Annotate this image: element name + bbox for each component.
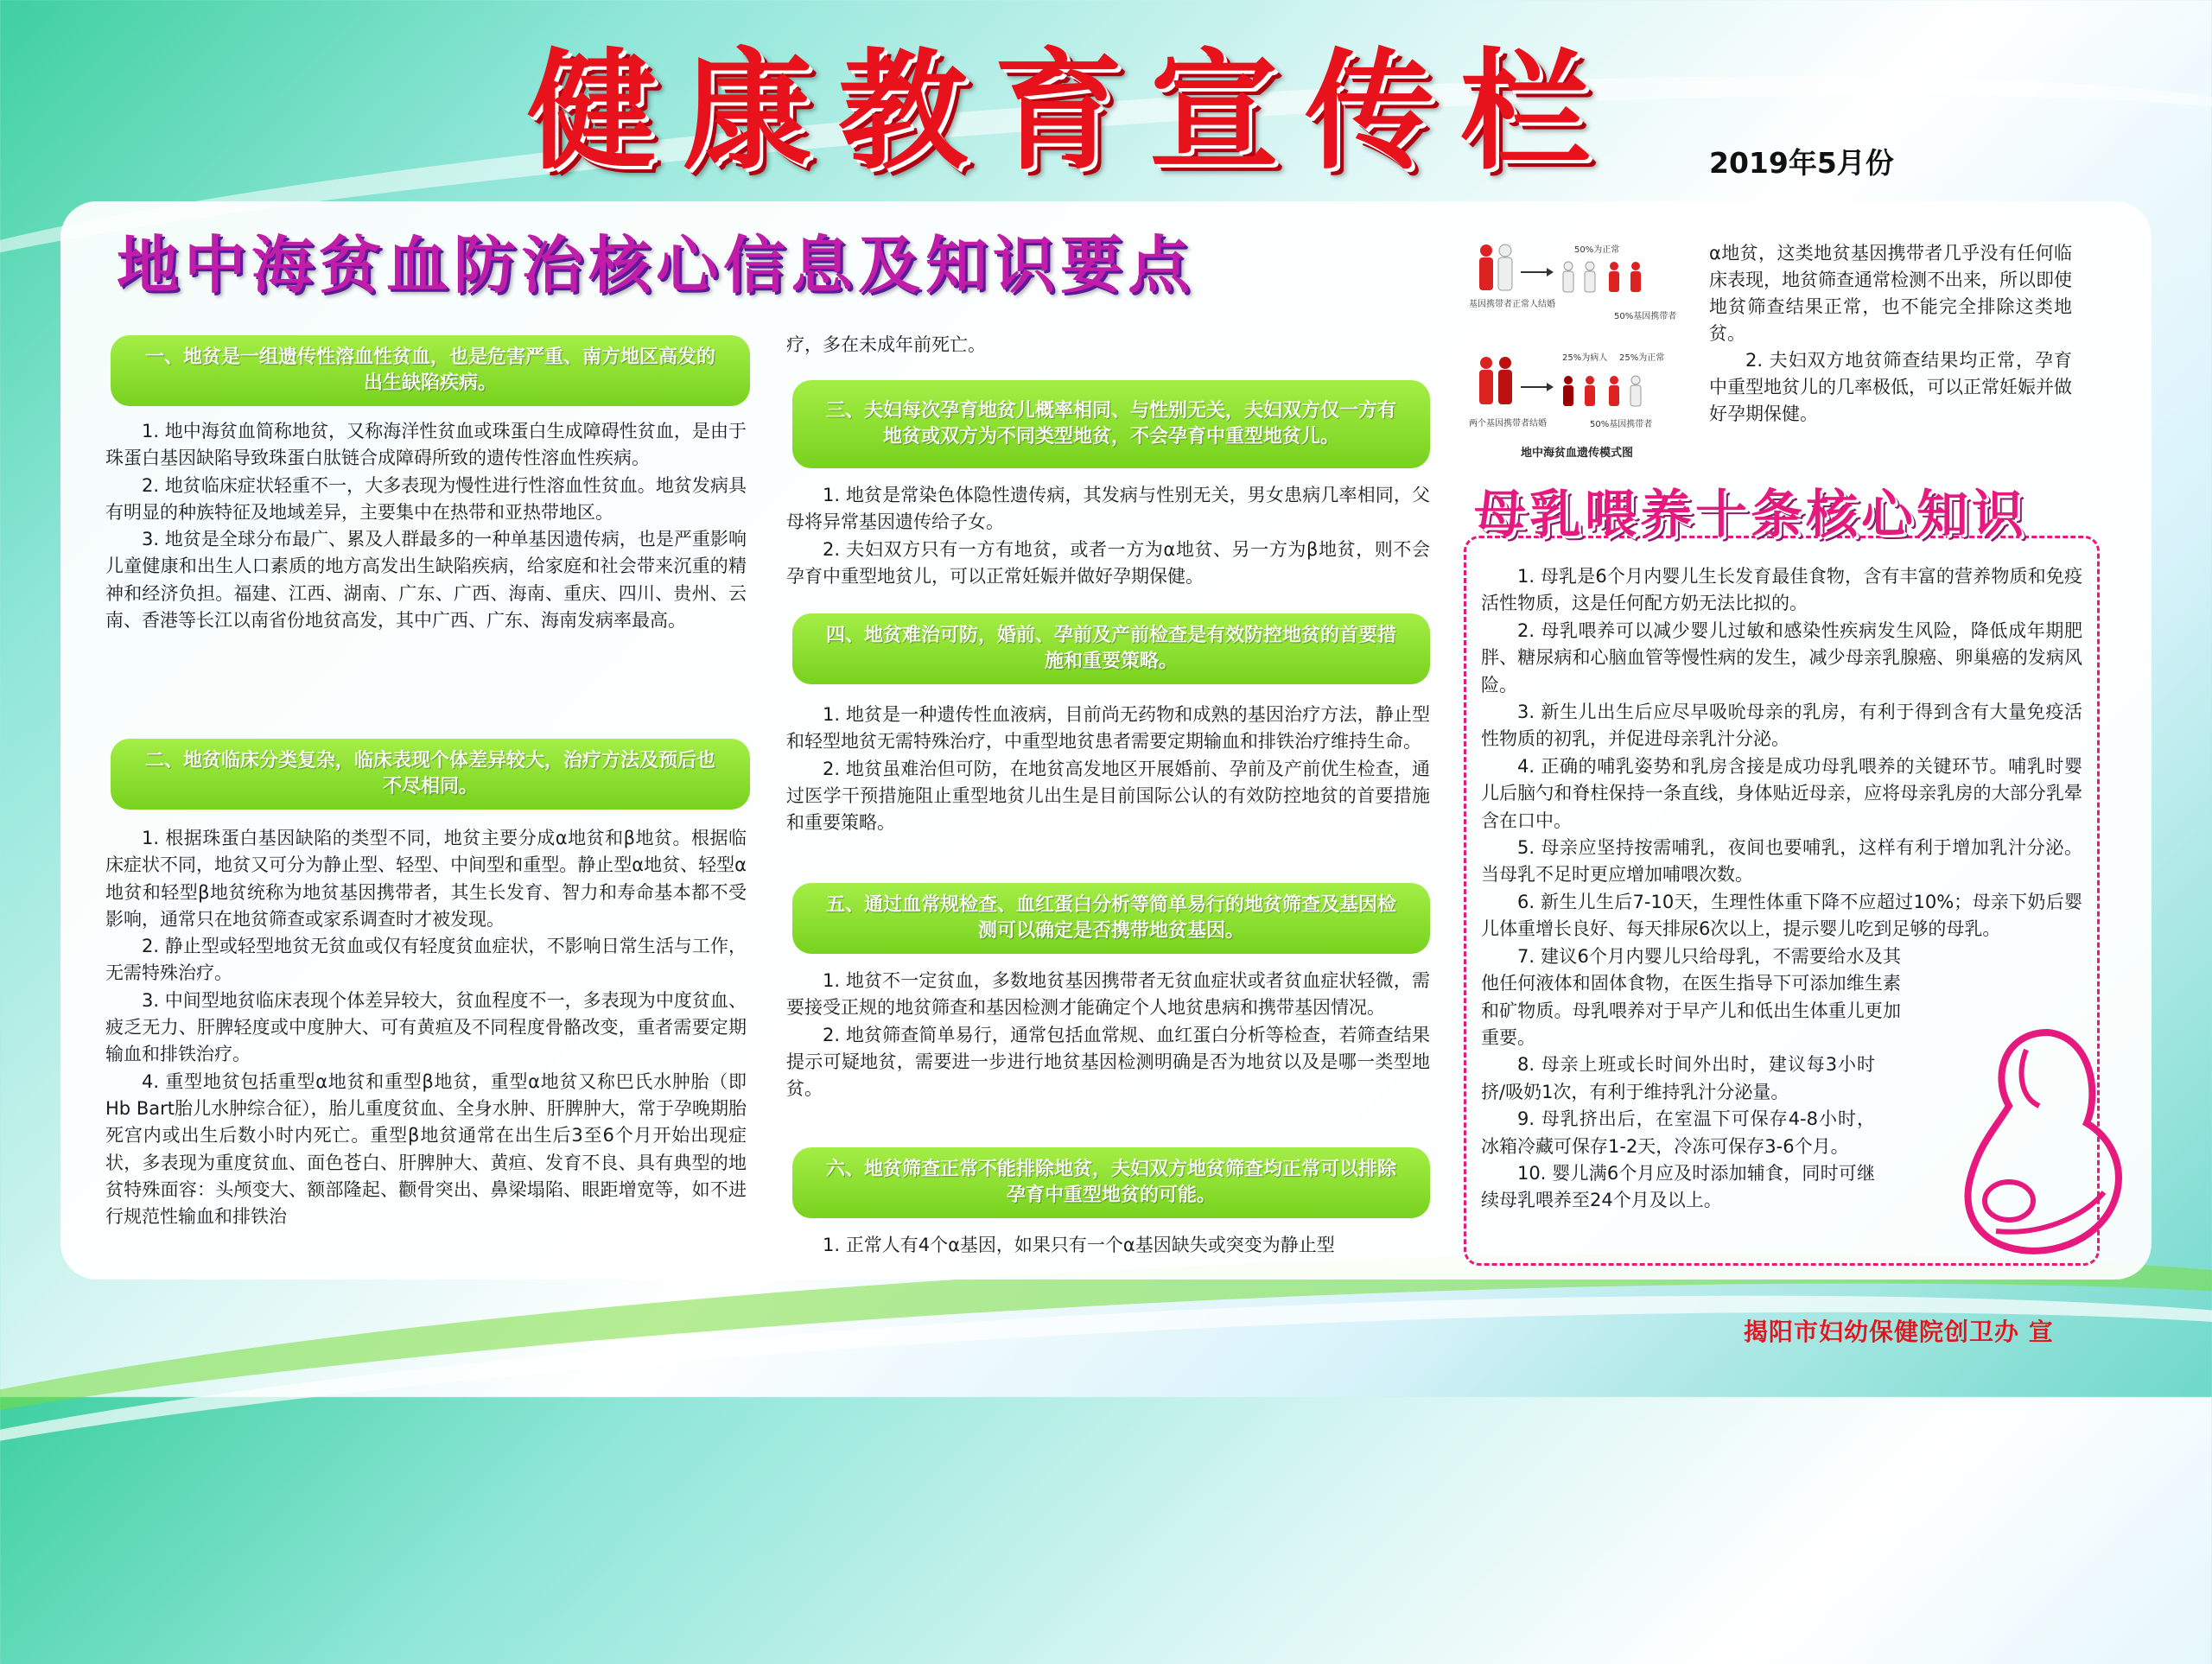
child-normal-icon (1585, 262, 1595, 292)
child-normal-icon (1563, 262, 1573, 292)
heading-2: 二、地贫临床分类复杂，临床表现个体差异较大，治疗方法及预后也不尽相同。 (111, 739, 750, 810)
col2-section5-text (786, 968, 1430, 1102)
col1-section1-text (105, 418, 747, 634)
col2-section6-text (786, 1232, 1430, 1259)
paragraph: 2. 母乳喂养可以减少婴儿过敏和感染性疾病发生风险，降低成年期肥胖、糖尿病和心脑血管等慢性病的发生，减少母亲乳腺癌、卵巢癌的发病风险。 (1481, 619, 2082, 695)
child-carrier-icon (1630, 262, 1641, 292)
paragraph: 9. 母乳挤出后，在室温下可保存4-8小时，冰箱冷藏可保存1-2天，冷冻可保存3-6个月。 (1481, 1108, 1875, 1157)
paragraph: 1. 正常人有4个α基因，如果只有一个α基因缺失或突变为静止型 (823, 1235, 1335, 1255)
paragraph: 3. 地贫是全球分布最广、累及人群最多的一种单基因遗传病，也是严重影响儿童健康和出生人口素质的地方高发出生缺陷疾病，给家庭和社会带来沉重的精神和经济负担。福建、江西、湖南、广东、广西、海南、重庆、四川、贵州、云南、香港等长江以南省份地贫高发，其中广西、广东、海南发病率最高。 (105, 529, 747, 632)
diagram-label: 基因携带者正常人结婚 (1469, 300, 1555, 309)
col3-top-text (1709, 240, 2072, 428)
paragraph: 2. 夫妇双方地贫筛查结果均正常，孕育中重型地贫儿的几率极低，可以正常妊娠并做好孕期保健。 (1709, 350, 2072, 424)
diagram-label: 两个基因携带者结婚 (1469, 419, 1547, 429)
paragraph: 1. 地贫是一种遗传性血液病，目前尚无药物和成熟的基因治疗方法，静止型和轻型地贫无需特殊治疗，中重型地贫患者需要定期输血和排铁治疗维持生命。 (786, 704, 1430, 753)
paragraph: 8. 母亲上班或长时间外出时，建议每3小时挤/吸奶1次，有利于维持乳汁分泌量。 (1481, 1054, 1875, 1102)
col2-continuation (786, 332, 1430, 359)
carrier-figure-icon (1498, 357, 1512, 404)
paragraph: 2. 静止型或轻型地贫无贫血或仅有轻度贫血症状，不影响日常生活与工作，无需特殊治疗。 (105, 936, 747, 984)
paragraph: 1. 根据珠蛋白基因缺陷的类型不同，地贫主要分成α地贫和β地贫。根据临床症状不同，地贫又可分为静止型、轻型、中间型和重型。静止型α地贫、轻型α地贫和轻型β地贫统称为地贫基因携带者，其生长发育、智力和寿命基本都不受影响，通常只在地贫筛查或家系调查时才被发现。 (105, 828, 747, 930)
issue-date: 2019年5月份 (1709, 146, 1894, 180)
paragraph: 2. 地贫虽难治但可防，在地贫高发地区开展婚前、孕前及产前优生检查，通过医学干预措施阻止重型地贫儿出生是目前国际公认的有效防控地贫的首要措施和重要策略。 (786, 758, 1430, 834)
heading-1: 一、地贫是一组遗传性溶血性贫血，也是危害严重、南方地区高发的出生缺陷疾病。 (111, 335, 750, 406)
child-normal-icon (1630, 376, 1641, 406)
paragraph: 2. 夫妇双方只有一方有地贫，或者一方为α地贫、另一方为β地贫，则不会孕育中重型地贫儿，可以正常妊娠并做好孕期保健。 (786, 538, 1430, 587)
paragraph: 1. 地贫不一定贫血，多数地贫基因携带者无贫血症状或者贫血症状轻微，需要接受正规的地贫筛查和基因检测才能确定个人地贫患病和携带基因情况。 (786, 970, 1430, 1019)
paragraph: 疗，多在未成年前死亡。 (786, 334, 986, 355)
child-carrier-icon (1609, 262, 1619, 292)
paragraph: 3. 新生儿出生后应尽早吸吮母亲的乳房，有利于得到含有大量免疫活性物质的初乳，并促进母亲乳汁分泌。 (1481, 702, 2082, 750)
paragraph: 6. 新生儿生后7-10天，生理性体重下降不应超过10%；母亲下奶后婴儿体重增长良好、每天排尿6次以上，提示婴儿吃到足够的母乳。 (1481, 891, 2082, 940)
child-patient-icon (1563, 376, 1573, 406)
col1-section2-text (105, 825, 747, 1230)
paragraph: 7. 建议6个月内婴儿只给母乳，不需要给水及其他任何液体和固体食物，在医生指导下可添加维生素和矿物质。母乳喂养对于早产儿和低出生体重儿更加重要。 (1481, 945, 1901, 1048)
col2-section4-text (786, 702, 1430, 836)
paragraph: 1. 地贫是常染色体隐性遗传病，其发病与性别无关，男女患病几率相同，父母将异常基因遗传给子女。 (786, 485, 1430, 533)
heading-5: 五、通过血常规检查、血红蛋白分析等简单易行的地贫筛查及基因检测可以确定是否携带地贫基因。 (792, 883, 1430, 954)
diagram-label: 50%基因携带者 (1590, 420, 1653, 429)
diagram-label: 50%基因携带者 (1614, 312, 1677, 321)
paragraph: 10. 婴儿满6个月应及时添加辅食，同时可继续母乳喂养至24个月及以上。 (1481, 1162, 1875, 1211)
heading-3: 三、夫妇每次孕育地贫儿概率相同、与性别无关，夫妇双方仅一方有地贫或双方为不同类型地贫，不会孕育中重型地贫儿。 (792, 380, 1430, 468)
paragraph: 4. 重型地贫包括重型α地贫和重型β地贫，重型α地贫又称巴氏水肿胎（即Hb Bart胎儿水肿综合征），胎儿重度贫血、全身水肿、肝脾肿大，常于孕晚期胎死宫内或出生后数小时内死亡。重型β地贫通常在出生后3至6个月开始出现症状，多表现为重度贫血、面色苍白、肝脾肿大、黄疸、发育不良、具有典型的地贫特殊面容：头颅变大、额部隆起、颧骨突出、鼻梁塌陷、眼距增宽等，如不进行规范性输血和排铁治 (105, 1070, 747, 1228)
breastfeeding-title: 母乳喂养十条核心知识 (1474, 485, 2027, 545)
page-title: 健康教育宣传栏 (527, 37, 1617, 187)
heading-4: 四、地贫难治可防，婚前、孕前及产前检查是有效防控地贫的首要措施和重要策略。 (792, 613, 1430, 684)
diagram-label: 50%为正常 (1574, 245, 1620, 255)
paragraph: 1. 母乳是6个月内婴儿生长发育最佳食物，含有丰富的营养物质和免疫活性物质，这是任何配方奶无法比拟的。 (1481, 566, 2082, 614)
carrier-figure-icon (1479, 245, 1493, 290)
heading-6: 六、地贫筛查正常不能排除地贫，夫妇双方地贫筛查均正常可以排除孕育中重型地贫的可能。 (792, 1147, 1430, 1218)
footer-credit: 揭阳市妇幼保健院创卫办 宣 (1744, 1318, 2054, 1346)
child-carrier-icon (1585, 376, 1595, 406)
paragraph: 1. 地中海贫血简称地贫，又称海洋性贫血或珠蛋白生成障碍性贫血，是由于珠蛋白基因缺陷导致珠蛋白肽链合成障碍所致的遗传性溶血性疾病。 (105, 421, 747, 469)
paragraph: 3. 中间型地贫临床表现个体差异较大，贫血程度不一，多表现为中度贫血、疲乏无力、肝脾轻度或中度肿大、可有黄疸及不同程度骨骼改变，重者需要定期输血和排铁治疗。 (105, 989, 747, 1065)
paragraph: 4. 正确的哺乳姿势和乳房含接是成功母乳喂养的关键环节。哺乳时婴儿后脑勺和脊柱保持一条直线，身体贴近母亲，应将母亲乳房的大部分乳晕含在口中。 (1481, 755, 2082, 831)
paragraph: 5. 母亲应坚持按需哺乳，夜间也要哺乳，这样有利于增加乳汁分泌。当母乳不足时更应增加哺喂次数。 (1481, 837, 2082, 886)
paragraph: α地贫，这类地贫基因携带者几乎没有任何临床表现，地贫筛查通常检测不出来，所以即使地贫筛查结果正常，也不能完全排除这类地贫。 (1709, 243, 2072, 344)
section-title: 地中海贫血防治核心信息及知识要点 (117, 229, 1196, 302)
paragraph: 2. 地贫筛查简单易行，通常包括血常规、血红蛋白分析等检查，若筛查结果提示可疑地贫，需要进一步进行地贫基因检测明确是否为地贫以及是哪一类型地贫。 (786, 1024, 1430, 1100)
diagram-label: 25%为病人 (1562, 353, 1608, 363)
child-carrier-icon (1609, 376, 1619, 406)
normal-figure-icon (1498, 245, 1512, 290)
diagram-caption: 地中海贫血遗传模式图 (1520, 447, 1633, 460)
carrier-figure-icon (1479, 357, 1493, 404)
col2-section3-text (786, 482, 1430, 590)
breastfeeding-text (1481, 563, 2082, 1215)
diagram-label: 25%为正常 (1619, 353, 1665, 363)
paragraph: 2. 地贫临床症状轻重不一，大多表现为慢性进行性溶血性贫血。地贫发病具有明显的种族特征及地域差异，主要集中在热带和亚热带地区。 (105, 474, 747, 523)
